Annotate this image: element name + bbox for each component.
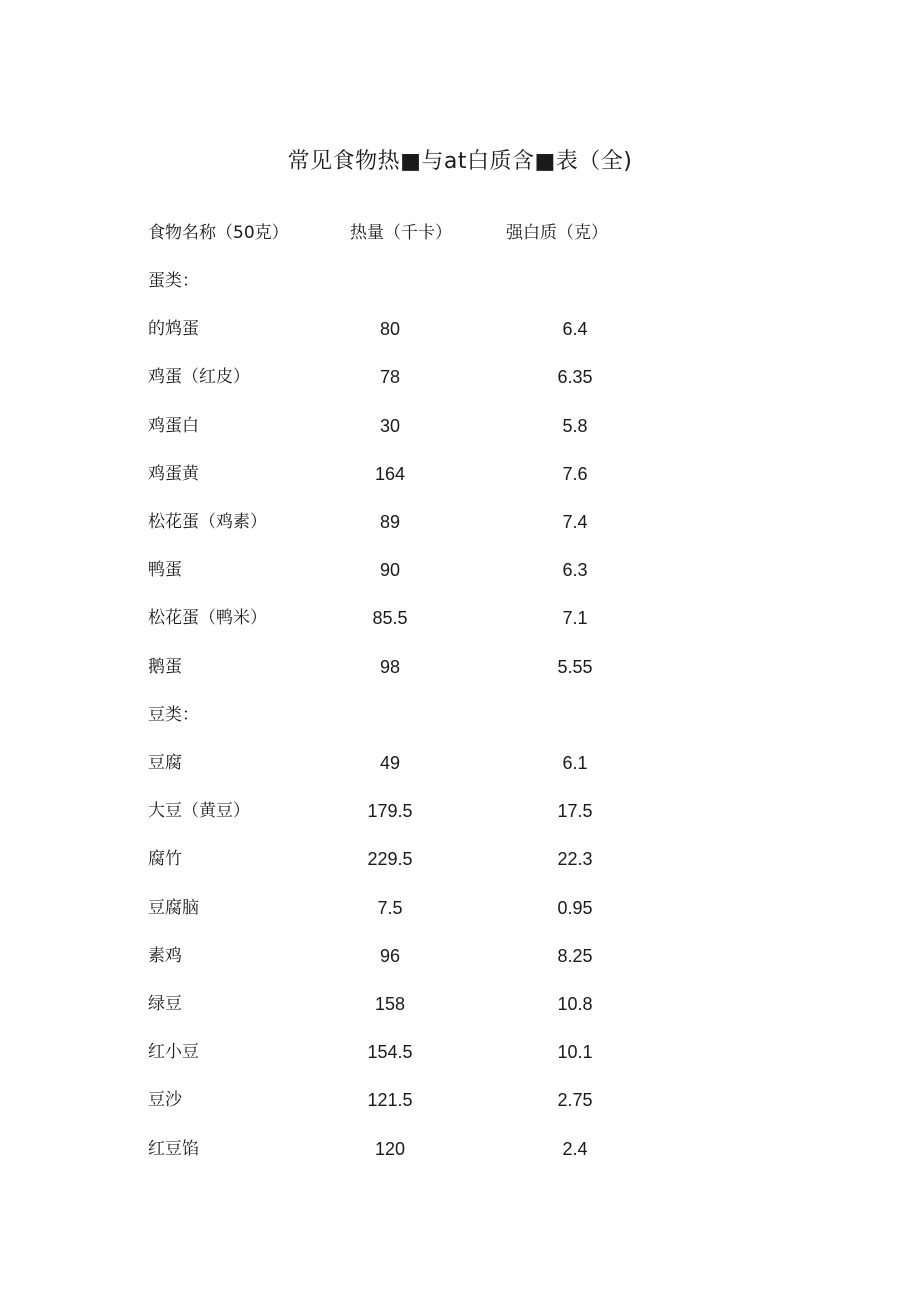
table-row	[0, 893, 920, 923]
calories-value: 30	[379, 416, 401, 436]
calories-value: 85.5	[372, 608, 408, 628]
table-row	[0, 1037, 920, 1067]
protein-value: 5.55	[557, 657, 593, 677]
table-row	[0, 603, 920, 633]
food-name: 的鸩蛋	[148, 319, 199, 339]
table-row	[0, 314, 920, 344]
protein-value: 7.4	[562, 512, 588, 532]
calories-value: 179.5	[367, 801, 413, 821]
calories-value: 90	[379, 560, 401, 580]
food-name: 绿豆	[148, 994, 182, 1014]
section-heading	[0, 266, 920, 296]
food-name: 豆腐脑	[148, 898, 199, 918]
table-row	[0, 748, 920, 778]
food-name: 素鸡	[148, 946, 182, 966]
protein-value: 7.6	[562, 464, 588, 484]
food-name: 红小豆	[148, 1042, 199, 1062]
section-label: 豆类：	[148, 705, 199, 725]
calories-value: 229.5	[367, 849, 413, 869]
protein-value: 2.75	[557, 1090, 593, 1110]
food-name: 腐竹	[148, 849, 182, 869]
table-row	[0, 652, 920, 682]
food-name: 松花蛋（鸡素）	[148, 512, 267, 532]
protein-value: 6.1	[562, 753, 588, 773]
food-name: 红豆馅	[148, 1139, 199, 1159]
calories-value: 96	[379, 946, 401, 966]
food-name: 鸡蛋（红皮）	[148, 367, 250, 387]
header-protein: 强白质（克）	[506, 223, 608, 243]
table-row	[0, 941, 920, 971]
calories-value: 80	[379, 319, 401, 339]
table-row	[0, 1134, 920, 1164]
food-name: 豆沙	[148, 1090, 182, 1110]
calories-value: 98	[379, 657, 401, 677]
calories-value: 154.5	[367, 1042, 413, 1062]
protein-value: 0.95	[557, 898, 593, 918]
header-food-name: 食物名称（50克）	[148, 223, 289, 243]
table-row	[0, 362, 920, 392]
table-row	[0, 796, 920, 826]
food-name: 鸡蛋黄	[148, 464, 199, 484]
food-name: 大豆（黄豆）	[148, 801, 250, 821]
protein-value: 7.1	[562, 608, 588, 628]
protein-value: 5.8	[562, 416, 588, 436]
table-row	[0, 555, 920, 585]
table-header	[0, 218, 920, 248]
food-name: 鹅蛋	[148, 657, 182, 677]
calories-value: 7.5	[377, 898, 403, 918]
food-name: 松花蛋（鸭米）	[148, 608, 267, 628]
table-row	[0, 411, 920, 441]
header-calories: 热量（千卡）	[350, 223, 452, 243]
calories-value: 158	[374, 994, 406, 1014]
food-name: 豆腐	[148, 753, 182, 773]
table-row	[0, 989, 920, 1019]
protein-value: 2.4	[562, 1139, 588, 1159]
protein-value: 10.1	[557, 1042, 593, 1062]
table-row	[0, 507, 920, 537]
section-heading	[0, 700, 920, 730]
protein-value: 10.8	[557, 994, 593, 1014]
protein-value: 6.4	[562, 319, 588, 339]
protein-value: 6.35	[557, 367, 593, 387]
protein-value: 8.25	[557, 946, 593, 966]
page-title: 常见食物热■与at白质含■表（全)	[287, 149, 633, 174]
table-row	[0, 459, 920, 489]
food-name: 鸭蛋	[148, 560, 182, 580]
calories-value: 49	[379, 753, 401, 773]
table-row	[0, 844, 920, 874]
section-label: 蛋类：	[148, 271, 199, 291]
calories-value: 164	[374, 464, 406, 484]
calories-value: 121.5	[367, 1090, 413, 1110]
protein-value: 6.3	[562, 560, 588, 580]
table-row	[0, 1085, 920, 1115]
food-name: 鸡蛋白	[148, 416, 199, 436]
calories-value: 78	[379, 367, 401, 387]
calories-value: 120	[374, 1139, 406, 1159]
protein-value: 22.3	[557, 849, 593, 869]
protein-value: 17.5	[557, 801, 593, 821]
calories-value: 89	[379, 512, 401, 532]
